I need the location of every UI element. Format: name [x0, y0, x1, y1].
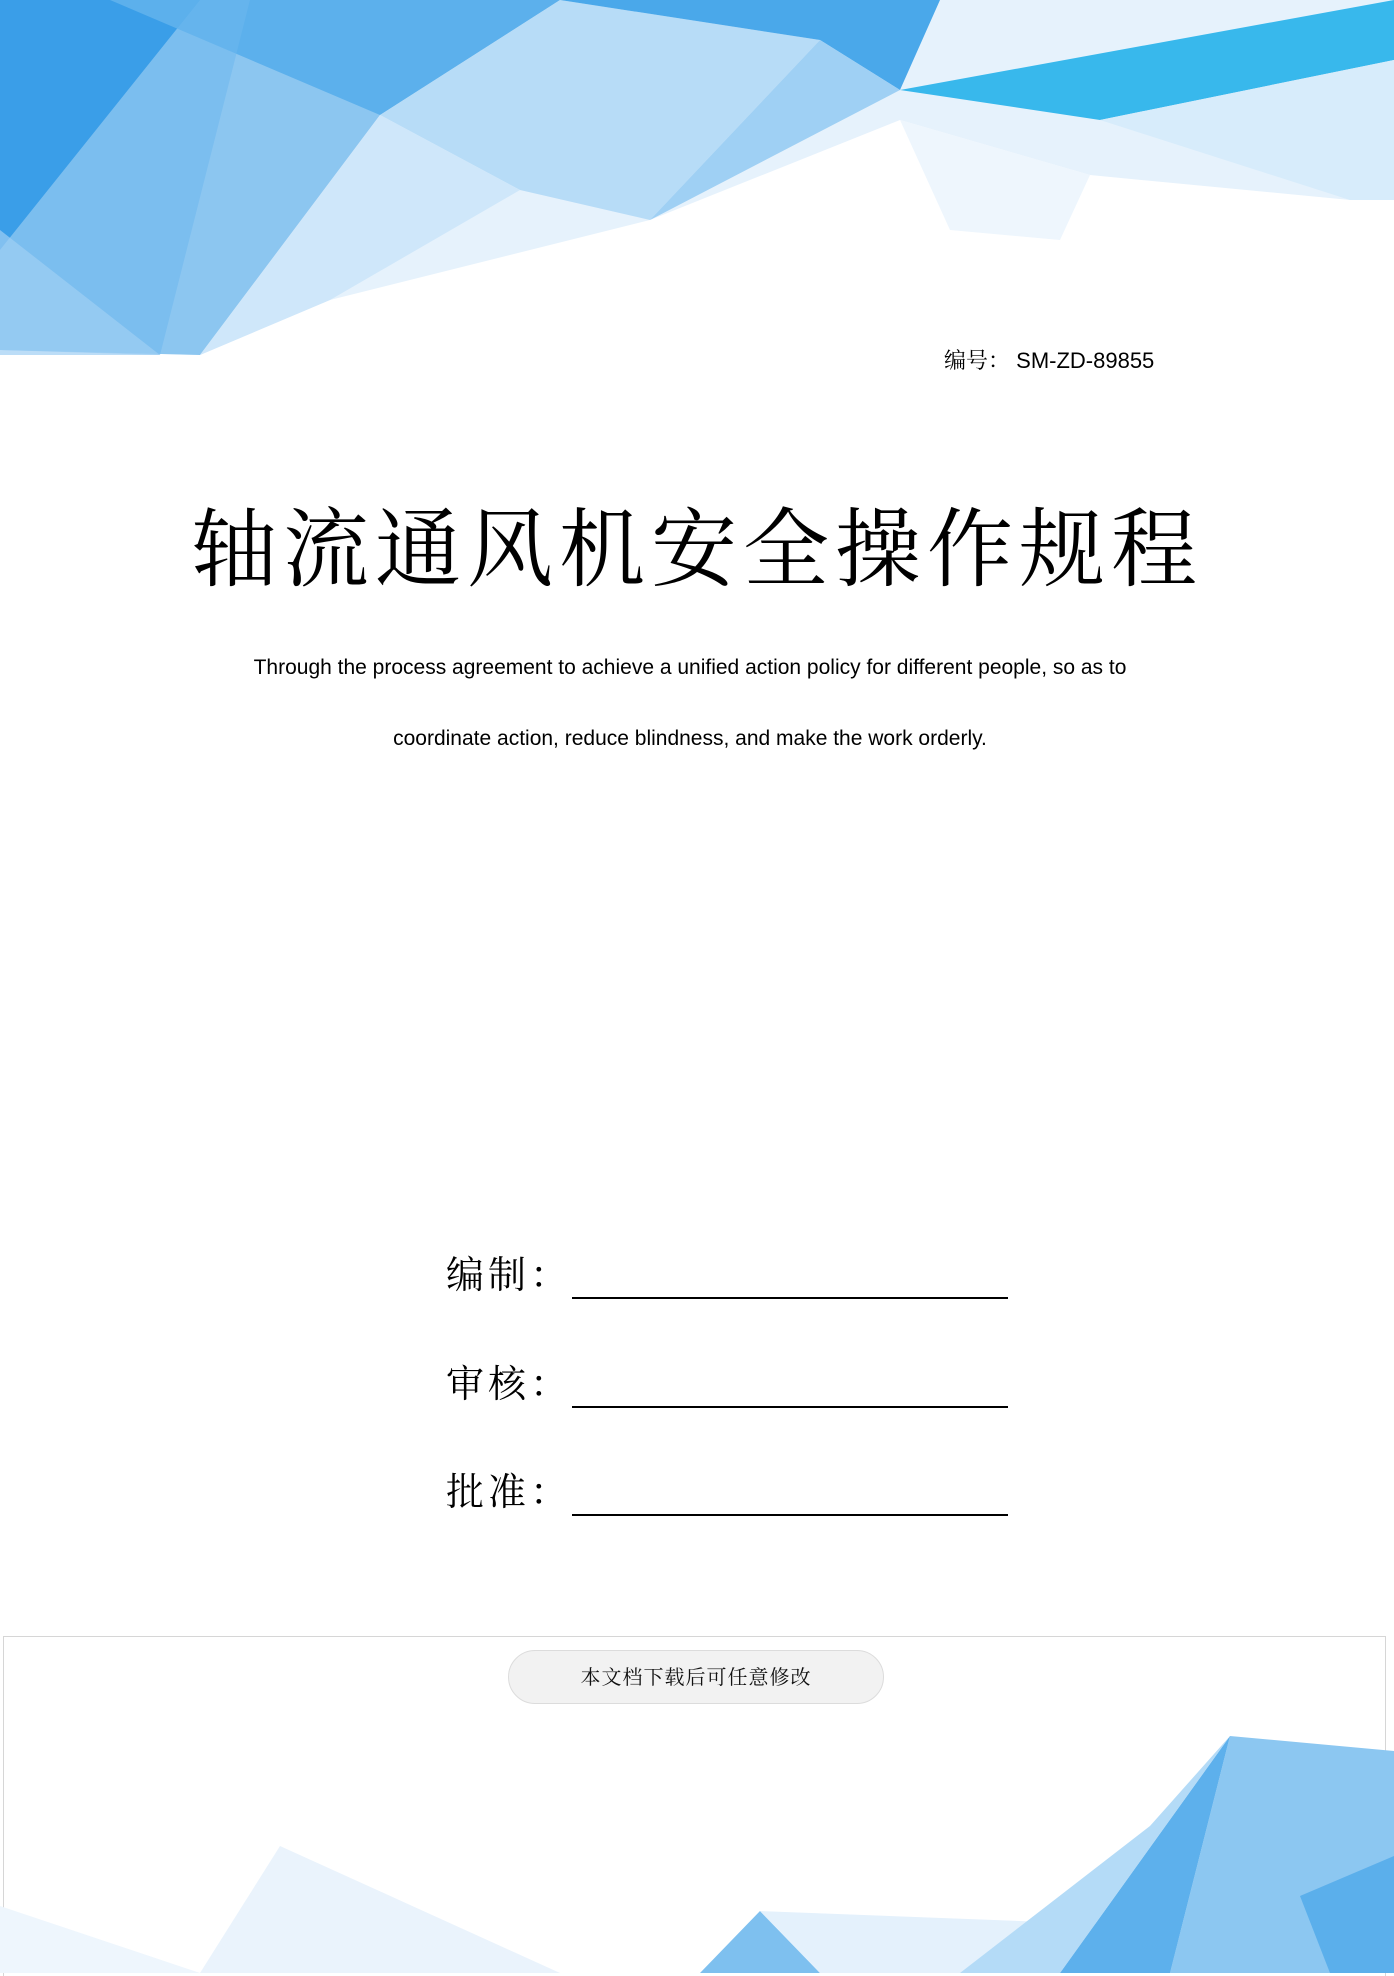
signature-row-approve	[446, 1462, 1008, 1522]
approve-signature-line[interactable]	[572, 1514, 1008, 1516]
signature-row-review	[446, 1354, 1008, 1414]
subtitle-line-2: coordinate action, reduce blindness, and make the work orderly.	[393, 727, 987, 750]
document-number-label: 编号：	[944, 349, 1011, 374]
review-label: 审核：	[446, 1362, 573, 1406]
compile-signature-line[interactable]	[572, 1297, 1008, 1299]
approve-label: 批准：	[446, 1470, 573, 1514]
document-number	[944, 344, 1154, 375]
review-signature-line[interactable]	[572, 1406, 1008, 1408]
editable-notice-badge: 本文档下载后可任意修改	[508, 1650, 884, 1704]
document-number-value: SM-ZD-89855	[1016, 348, 1155, 373]
signature-row-compile	[446, 1245, 1008, 1305]
subtitle-line-1: Through the process agreement to achieve a unified action policy for different people, so as to	[253, 656, 1127, 679]
compile-label: 编制：	[446, 1253, 573, 1297]
top-decoration-graphic	[0, 0, 1394, 360]
document-title: 轴流通风机安全操作规程	[191, 500, 1203, 600]
